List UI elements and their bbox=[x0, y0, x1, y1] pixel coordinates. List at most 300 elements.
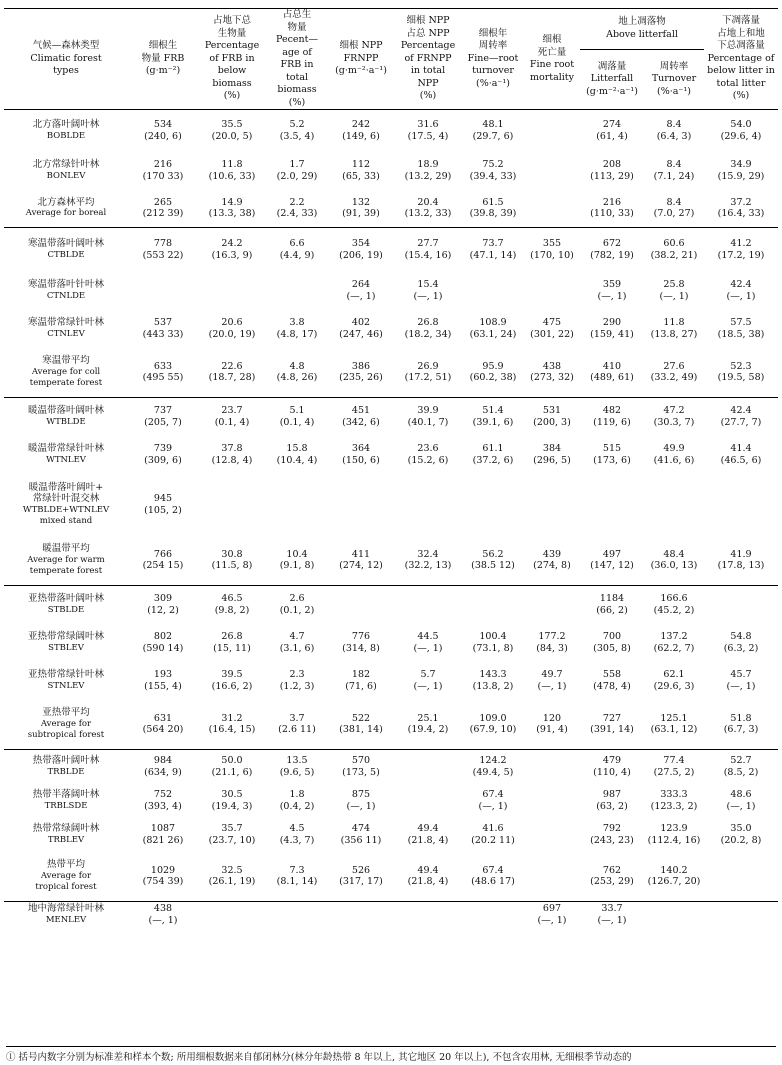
cell-value: 73.7 bbox=[482, 238, 504, 250]
data-cell bbox=[266, 228, 328, 272]
cell-value: 333.3 bbox=[660, 789, 688, 800]
cell-sd-n: (4.8, 17) bbox=[276, 328, 318, 340]
cell-value: 54.8 bbox=[730, 631, 752, 642]
cell-sd-n: (112.4, 16) bbox=[647, 834, 701, 846]
data-cell bbox=[394, 784, 462, 818]
forest-type-en: mixed stand bbox=[39, 516, 93, 526]
data-cell bbox=[266, 700, 328, 750]
cell-value: 497 bbox=[602, 548, 622, 560]
cell-sd-n: (—, 1) bbox=[659, 290, 689, 302]
data-cell bbox=[580, 818, 644, 852]
data-cell bbox=[128, 228, 198, 272]
cell-value: 182 bbox=[351, 669, 371, 680]
cell-sd-n: (123.3, 2) bbox=[650, 800, 698, 812]
table-row bbox=[4, 662, 778, 700]
data-cell bbox=[328, 272, 394, 310]
cell-sd-n: (39.4, 33) bbox=[469, 170, 517, 182]
cell-sd-n: (6.3, 2) bbox=[723, 642, 759, 654]
cell-value: 216 bbox=[153, 159, 173, 170]
cell-value: 24.2 bbox=[221, 238, 243, 250]
cell-value: 451 bbox=[351, 405, 371, 417]
data-cell bbox=[266, 190, 328, 228]
data-cell bbox=[328, 624, 394, 662]
forest-type-en: TRBLSDE bbox=[44, 800, 88, 811]
cell-sd-n: (205, 7) bbox=[144, 416, 182, 428]
cell-sd-n: (170, 10) bbox=[530, 249, 574, 261]
cell-sd-n: (9.8, 2) bbox=[214, 604, 250, 616]
data-cell bbox=[198, 110, 266, 152]
cell-value: 439 bbox=[542, 548, 562, 560]
data-cell bbox=[328, 902, 394, 928]
cell-value: 752 bbox=[153, 789, 173, 800]
data-cell bbox=[524, 750, 580, 784]
data-cell bbox=[644, 436, 704, 474]
data-cell bbox=[524, 902, 580, 928]
cell-value: 56.2 bbox=[482, 548, 504, 560]
forest-type-cell bbox=[4, 624, 128, 662]
cell-value: 49.4 bbox=[417, 864, 439, 876]
cell-value: 531 bbox=[542, 405, 562, 417]
cell-value: 35.5 bbox=[221, 119, 243, 131]
forest-type-en: TRBLEV bbox=[47, 834, 85, 845]
data-cell bbox=[462, 586, 524, 624]
forest-type-zh: 热带平均 bbox=[46, 859, 85, 870]
forest-type-en: WTBLDE bbox=[46, 416, 86, 427]
cell-value: 33.7 bbox=[601, 903, 623, 915]
forest-type-zh: 寒温带落叶阔叶林 bbox=[27, 238, 104, 250]
cell-value: 475 bbox=[542, 317, 562, 328]
data-cell bbox=[462, 310, 524, 348]
cell-sd-n: (119, 6) bbox=[593, 416, 631, 428]
data-cell bbox=[644, 110, 704, 152]
data-cell bbox=[128, 624, 198, 662]
cell-sd-n: (29.7, 6) bbox=[472, 130, 514, 142]
header-turnover: 细根年 周转率 Fine—root turnover (%·a⁻¹) bbox=[462, 9, 524, 110]
cell-value: 77.4 bbox=[663, 755, 685, 767]
data-cell bbox=[580, 228, 644, 272]
cell-sd-n: (38.5 12) bbox=[471, 560, 515, 572]
forest-type-zh: 寒温带常绿针叶林 bbox=[27, 317, 104, 328]
data-cell bbox=[328, 110, 394, 152]
data-cell bbox=[198, 818, 266, 852]
data-cell bbox=[580, 152, 644, 190]
data-cell bbox=[266, 152, 328, 190]
cell-value: 100.4 bbox=[479, 631, 507, 642]
table-row bbox=[4, 272, 778, 310]
header-npp: 细根 NPP FRNPP (g·m⁻²·a⁻¹) bbox=[328, 9, 394, 110]
data-cell bbox=[266, 474, 328, 536]
cell-value: 177.2 bbox=[538, 631, 566, 642]
data-cell bbox=[128, 586, 198, 624]
data-cell bbox=[198, 228, 266, 272]
cell-value: 32.5 bbox=[221, 864, 243, 876]
cell-sd-n: (553 22) bbox=[142, 249, 184, 261]
table-row bbox=[4, 110, 778, 152]
data-cell bbox=[524, 700, 580, 750]
cell-value: 438 bbox=[153, 903, 173, 915]
cell-sd-n: (91, 4) bbox=[536, 724, 568, 736]
cell-value: 522 bbox=[351, 712, 371, 724]
header-climatic: 气候—森林类型 Climatic forest types bbox=[4, 9, 128, 110]
cell-value: 30.5 bbox=[221, 789, 243, 800]
cell-sd-n: (7.0, 27) bbox=[653, 208, 695, 220]
cell-sd-n: (48.6 17) bbox=[471, 876, 515, 888]
cell-value: 264 bbox=[351, 279, 371, 290]
data-cell bbox=[328, 152, 394, 190]
data-cell bbox=[328, 436, 394, 474]
data-cell bbox=[394, 624, 462, 662]
cell-sd-n: (391, 14) bbox=[590, 724, 634, 736]
cell-value: 22.6 bbox=[221, 360, 243, 372]
data-cell bbox=[462, 662, 524, 700]
cell-sd-n: (41.6, 6) bbox=[653, 454, 695, 466]
cell-sd-n: (19.4, 3) bbox=[211, 800, 253, 812]
cell-sd-n: (16.3, 9) bbox=[211, 249, 253, 261]
cell-value: 309 bbox=[153, 593, 173, 605]
cell-value: 62.1 bbox=[663, 669, 685, 680]
data-cell bbox=[644, 662, 704, 700]
cell-sd-n: (212 39) bbox=[142, 208, 184, 220]
forest-type-zh: 暖温带常绿针叶林 bbox=[27, 443, 104, 454]
cell-sd-n: (—, 1) bbox=[537, 914, 567, 926]
cell-value: 49.4 bbox=[417, 823, 439, 834]
forest-root-table bbox=[4, 8, 778, 928]
data-cell bbox=[266, 310, 328, 348]
cell-value: 35.0 bbox=[730, 823, 752, 834]
cell-sd-n: (18.2, 34) bbox=[404, 328, 452, 340]
cell-sd-n: (—, 1) bbox=[413, 642, 443, 654]
cell-sd-n: (—, 1) bbox=[726, 680, 756, 692]
data-cell bbox=[704, 398, 778, 436]
data-cell bbox=[580, 310, 644, 348]
data-cell bbox=[394, 818, 462, 852]
cell-sd-n: (317, 17) bbox=[339, 876, 383, 888]
cell-sd-n: (73.1, 8) bbox=[472, 642, 514, 654]
cell-value: 15.8 bbox=[286, 443, 308, 454]
data-cell bbox=[128, 110, 198, 152]
data-cell bbox=[198, 310, 266, 348]
forest-type-zh: 北方落叶阔叶林 bbox=[32, 119, 100, 131]
data-cell bbox=[644, 624, 704, 662]
cell-sd-n: (305, 8) bbox=[593, 642, 631, 654]
cell-value: 27.6 bbox=[663, 360, 685, 372]
forest-type-zh: 暖温带落叶阔叶林 bbox=[27, 405, 104, 417]
cell-value: 27.7 bbox=[417, 238, 439, 250]
cell-sd-n: (173, 5) bbox=[342, 766, 380, 778]
data-cell bbox=[704, 624, 778, 662]
cell-value: 26.8 bbox=[417, 317, 439, 328]
cell-sd-n: (150, 6) bbox=[342, 454, 380, 466]
cell-value: 1184 bbox=[599, 593, 625, 605]
forest-type-cell bbox=[4, 784, 128, 818]
cell-value: 132 bbox=[351, 196, 371, 208]
data-cell bbox=[644, 586, 704, 624]
cell-value: 49.7 bbox=[541, 669, 563, 680]
data-cell bbox=[328, 700, 394, 750]
data-cell bbox=[644, 398, 704, 436]
table-row bbox=[4, 436, 778, 474]
data-cell bbox=[580, 110, 644, 152]
cell-value: 41.4 bbox=[730, 443, 752, 454]
table-row bbox=[4, 586, 778, 624]
data-cell bbox=[266, 624, 328, 662]
cell-sd-n: (296, 5) bbox=[533, 454, 571, 466]
cell-sd-n: (13.2, 33) bbox=[404, 208, 452, 220]
data-cell bbox=[524, 784, 580, 818]
data-cell bbox=[644, 474, 704, 536]
data-cell bbox=[462, 398, 524, 436]
cell-sd-n: (—, 1) bbox=[413, 680, 443, 692]
cell-value: 23.7 bbox=[221, 405, 243, 417]
cell-value: 32.4 bbox=[417, 548, 439, 560]
data-cell bbox=[580, 700, 644, 750]
forest-type-cell bbox=[4, 474, 128, 536]
cell-value: 41.9 bbox=[730, 548, 752, 560]
cell-value: 386 bbox=[351, 360, 371, 372]
cell-value: 26.8 bbox=[221, 631, 243, 642]
data-cell bbox=[266, 110, 328, 152]
table-row bbox=[4, 228, 778, 272]
cell-sd-n: (253, 29) bbox=[590, 876, 634, 888]
forest-type-cell bbox=[4, 436, 128, 474]
cell-value: 355 bbox=[542, 238, 562, 250]
data-cell bbox=[704, 110, 778, 152]
forest-type-en: MENLEV bbox=[45, 914, 87, 925]
forest-type-en: TRBLDE bbox=[47, 766, 85, 777]
data-cell bbox=[266, 662, 328, 700]
cell-value: 474 bbox=[351, 823, 371, 834]
cell-value: 537 bbox=[153, 317, 173, 328]
data-cell bbox=[644, 902, 704, 928]
forest-type-en: CTBLDE bbox=[47, 249, 85, 260]
data-cell bbox=[198, 152, 266, 190]
data-cell bbox=[266, 436, 328, 474]
data-cell bbox=[462, 272, 524, 310]
data-cell bbox=[198, 750, 266, 784]
cell-value: 61.1 bbox=[482, 443, 504, 454]
table-row bbox=[4, 474, 778, 536]
cell-value: 410 bbox=[602, 360, 622, 372]
cell-sd-n: (15, 11) bbox=[213, 642, 251, 654]
data-cell bbox=[644, 700, 704, 750]
cell-value: 44.5 bbox=[417, 631, 439, 642]
cell-sd-n: (63, 2) bbox=[596, 800, 628, 812]
cell-value: 364 bbox=[351, 443, 371, 454]
header-below-pct: 下凋落量 占地上和地 下总凋落量 Percentage of below litter in total litter (%) bbox=[704, 9, 778, 110]
forest-type-zh: 暖温带平均 bbox=[42, 543, 90, 554]
cell-value: 42.4 bbox=[730, 405, 752, 417]
data-cell bbox=[328, 228, 394, 272]
data-cell bbox=[328, 190, 394, 228]
cell-value: 984 bbox=[153, 755, 173, 767]
forest-type-zh: 亚热带落叶阔叶林 bbox=[27, 593, 104, 605]
cell-value: 558 bbox=[602, 669, 622, 680]
cell-value: 526 bbox=[351, 864, 371, 876]
cell-value: 384 bbox=[542, 443, 562, 454]
cell-sd-n: (13.2, 29) bbox=[404, 170, 452, 182]
cell-sd-n: (2.0, 29) bbox=[276, 170, 318, 182]
data-cell bbox=[198, 348, 266, 398]
cell-sd-n: (12, 2) bbox=[147, 604, 179, 616]
forest-type-zh: 热带半落阔叶林 bbox=[32, 789, 100, 800]
data-cell bbox=[394, 536, 462, 586]
cell-sd-n: (9.1, 8) bbox=[279, 560, 315, 572]
cell-sd-n: (36.0, 13) bbox=[650, 560, 698, 572]
cell-value: 2.2 bbox=[289, 196, 305, 208]
data-cell bbox=[524, 190, 580, 228]
data-cell bbox=[128, 474, 198, 536]
cell-sd-n: (155, 4) bbox=[144, 680, 182, 692]
data-cell bbox=[462, 228, 524, 272]
data-cell bbox=[524, 348, 580, 398]
forest-type-cell bbox=[4, 310, 128, 348]
cell-value: 52.3 bbox=[730, 360, 752, 372]
data-cell bbox=[704, 586, 778, 624]
cell-value: 8.4 bbox=[666, 159, 682, 170]
cell-sd-n: (11.5, 8) bbox=[211, 560, 253, 572]
data-cell bbox=[704, 818, 778, 852]
cell-sd-n: (301, 22) bbox=[530, 328, 574, 340]
data-cell bbox=[394, 474, 462, 536]
forest-type-en: temperate forest bbox=[29, 566, 103, 576]
cell-value: 52.7 bbox=[730, 755, 752, 767]
data-cell bbox=[128, 700, 198, 750]
data-cell bbox=[462, 818, 524, 852]
cell-value: 7.3 bbox=[289, 864, 305, 876]
forest-type-en: Average for boreal bbox=[25, 208, 107, 219]
cell-sd-n: (6.7, 3) bbox=[723, 724, 759, 736]
forest-type-en: CTNLEV bbox=[47, 328, 85, 339]
data-cell bbox=[524, 662, 580, 700]
cell-sd-n: (—, 1) bbox=[346, 800, 376, 812]
forest-type-en: BOBLDE bbox=[46, 130, 86, 141]
cell-value: 290 bbox=[602, 317, 622, 328]
cell-sd-n: (21.8, 4) bbox=[407, 834, 449, 846]
forest-type-en: STBLDE bbox=[47, 604, 85, 615]
data-cell bbox=[328, 348, 394, 398]
cell-value: 31.6 bbox=[417, 119, 439, 131]
cell-value: 166.6 bbox=[660, 593, 688, 605]
cell-value: 792 bbox=[602, 823, 622, 834]
data-cell bbox=[128, 152, 198, 190]
cell-sd-n: (17.2, 19) bbox=[717, 249, 765, 261]
forest-type-zh: 北方森林平均 bbox=[37, 196, 95, 208]
data-cell bbox=[704, 536, 778, 586]
cell-value: 15.4 bbox=[417, 279, 439, 290]
data-cell bbox=[394, 852, 462, 902]
cell-value: 727 bbox=[602, 712, 622, 724]
forest-type-zh: 亚热带常绿针叶林 bbox=[27, 669, 104, 680]
forest-type-zh: 热带落叶阔叶林 bbox=[32, 755, 100, 767]
forest-type-cell bbox=[4, 902, 128, 928]
data-cell bbox=[704, 348, 778, 398]
data-cell bbox=[198, 436, 266, 474]
cell-value: 515 bbox=[602, 443, 622, 454]
cell-value: 5.7 bbox=[420, 669, 436, 680]
cell-sd-n: (17.5, 4) bbox=[407, 130, 449, 142]
data-cell bbox=[198, 398, 266, 436]
forest-type-en: Average for coll bbox=[31, 366, 101, 377]
cell-value: 34.9 bbox=[730, 159, 752, 170]
data-cell bbox=[198, 624, 266, 662]
cell-sd-n: (16.6, 2) bbox=[211, 680, 253, 692]
cell-sd-n: (13.8, 27) bbox=[650, 328, 698, 340]
data-cell bbox=[524, 398, 580, 436]
cell-sd-n: (47.1, 14) bbox=[469, 249, 517, 261]
cell-sd-n: (254 15) bbox=[142, 560, 184, 572]
cell-sd-n: (21.8, 4) bbox=[407, 876, 449, 888]
data-cell bbox=[580, 662, 644, 700]
cell-sd-n: (33.2, 49) bbox=[650, 372, 698, 384]
data-cell bbox=[198, 784, 266, 818]
data-cell bbox=[266, 272, 328, 310]
cell-sd-n: (4.8, 26) bbox=[276, 372, 318, 384]
forest-type-zh: 寒温带落叶针叶林 bbox=[27, 279, 104, 290]
cell-sd-n: (—, 1) bbox=[478, 800, 508, 812]
data-cell bbox=[198, 852, 266, 902]
data-cell bbox=[266, 586, 328, 624]
header-above-litter: 地上凋落物 Above litterfall bbox=[580, 9, 704, 50]
data-cell bbox=[580, 586, 644, 624]
data-cell bbox=[394, 662, 462, 700]
data-cell bbox=[128, 398, 198, 436]
data-cell bbox=[644, 784, 704, 818]
cell-sd-n: (60.2, 38) bbox=[469, 372, 517, 384]
cell-sd-n: (9.6, 5) bbox=[279, 766, 315, 778]
cell-value: 4.5 bbox=[289, 823, 305, 834]
data-cell bbox=[198, 190, 266, 228]
cell-value: 697 bbox=[542, 903, 562, 915]
cell-sd-n: (8.1, 14) bbox=[276, 876, 318, 888]
cell-sd-n: (20.0, 5) bbox=[211, 130, 253, 142]
data-cell bbox=[462, 902, 524, 928]
header-litterfall: 凋落量 Litterfall (g·m⁻²·a⁻¹) bbox=[580, 49, 644, 109]
data-cell bbox=[704, 662, 778, 700]
cell-sd-n: (27.5, 2) bbox=[653, 766, 695, 778]
cell-sd-n: (147, 12) bbox=[590, 560, 634, 572]
cell-value: 123.9 bbox=[660, 823, 688, 834]
cell-value: 37.2 bbox=[730, 196, 752, 208]
cell-value: 875 bbox=[351, 789, 371, 800]
cell-sd-n: (19.5, 58) bbox=[717, 372, 765, 384]
data-cell bbox=[328, 536, 394, 586]
data-cell bbox=[524, 852, 580, 902]
table-row bbox=[4, 190, 778, 228]
cell-sd-n: (170 33) bbox=[142, 170, 184, 182]
cell-sd-n: (26.1, 19) bbox=[208, 876, 256, 888]
cell-sd-n: (38.2, 21) bbox=[650, 249, 698, 261]
data-cell bbox=[524, 586, 580, 624]
data-cell bbox=[128, 784, 198, 818]
cell-sd-n: (15.9, 29) bbox=[717, 170, 765, 182]
forest-type-cell bbox=[4, 190, 128, 228]
cell-value: 51.8 bbox=[730, 712, 752, 724]
cell-value: 26.9 bbox=[417, 360, 439, 372]
cell-sd-n: (—, 1) bbox=[597, 290, 627, 302]
cell-sd-n: (—, 1) bbox=[726, 290, 756, 302]
cell-value: 1.7 bbox=[289, 159, 305, 170]
data-cell bbox=[580, 272, 644, 310]
cell-sd-n: (46.5, 6) bbox=[720, 454, 762, 466]
cell-sd-n: (110, 33) bbox=[590, 208, 634, 220]
cell-value: 802 bbox=[153, 631, 173, 642]
data-cell bbox=[524, 310, 580, 348]
cell-value: 46.5 bbox=[221, 593, 243, 605]
cell-sd-n: (—, 1) bbox=[148, 914, 178, 926]
cell-value: 143.3 bbox=[479, 669, 507, 680]
cell-value: 39.9 bbox=[417, 405, 439, 417]
data-cell bbox=[644, 348, 704, 398]
